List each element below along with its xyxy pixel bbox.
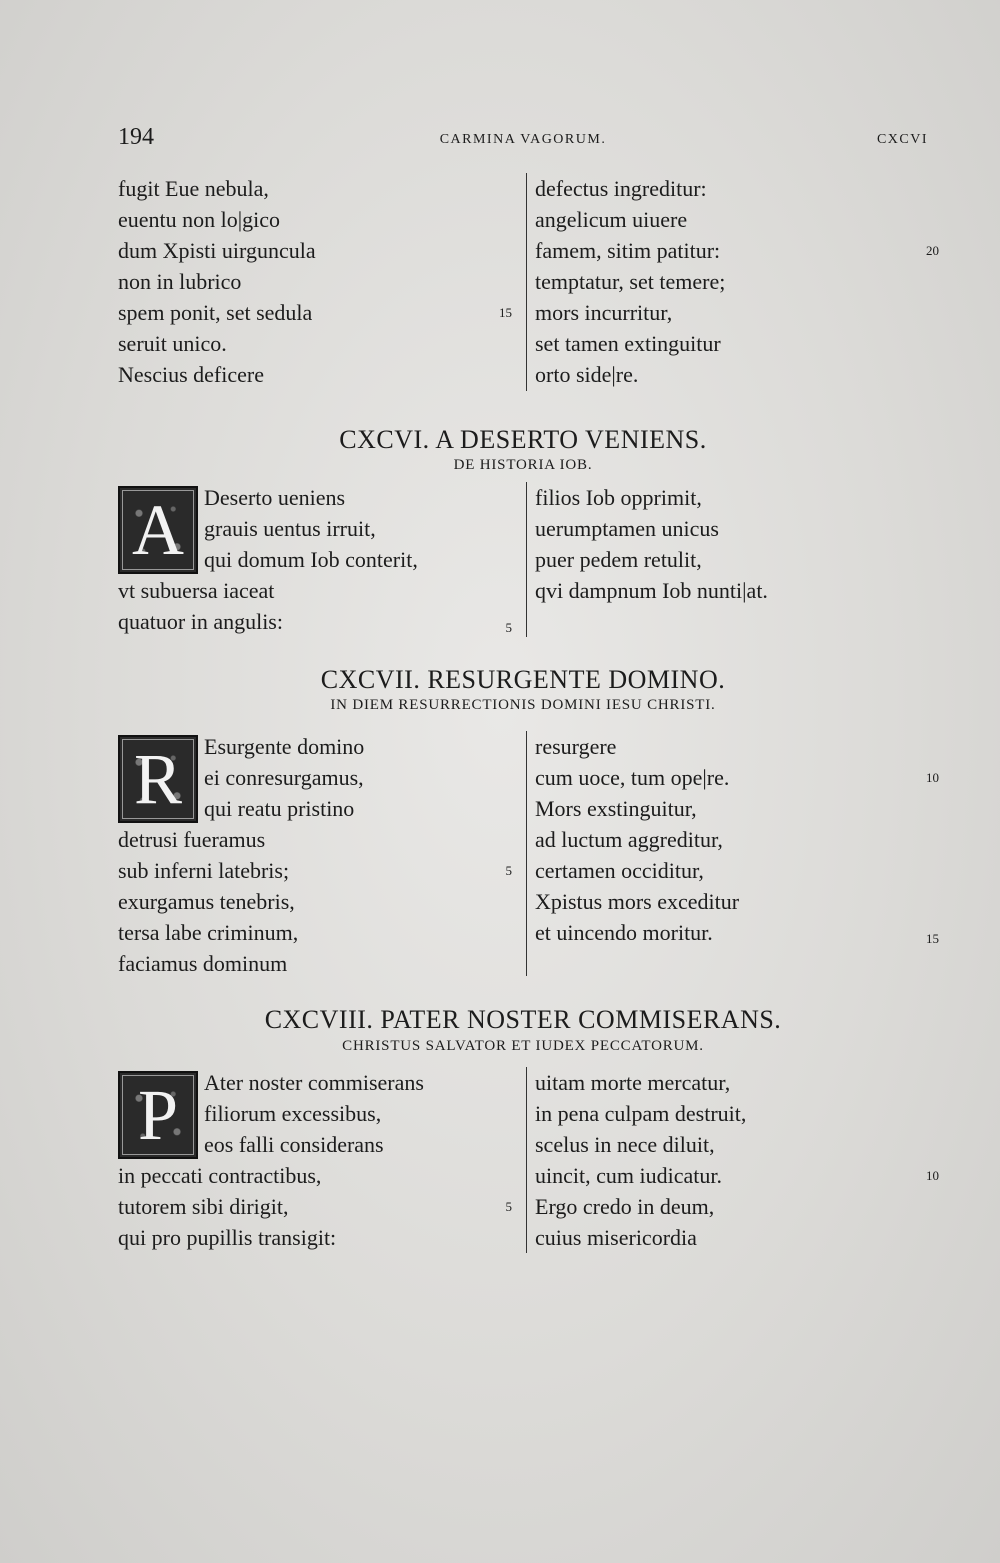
verse-line: filiorum excessibus,	[204, 1101, 382, 1126]
verse-line: fugit Eue nebula,	[118, 176, 269, 201]
initial-letter: P	[122, 1075, 194, 1155]
line-number: 10	[926, 770, 939, 785]
poem-body	[118, 482, 928, 642]
verse-line	[535, 762, 939, 793]
line-number: 15	[499, 305, 512, 320]
verse-line: set tamen extinguitur	[535, 331, 721, 356]
verse-line: faciamus dominum	[118, 951, 288, 976]
verse-text: uincit, cum iudicatur.	[535, 1163, 722, 1188]
verse-line: uitam morte mercatur,	[535, 1070, 731, 1095]
verse-line: in pena culpam destruit,	[535, 1101, 747, 1126]
verse-line: euentu non lo|gico	[118, 207, 281, 232]
poem-subtitle: DE HISTORIA IOB.	[453, 457, 593, 473]
verse-line: qui pro pupillis transigit:	[118, 1225, 337, 1250]
right-column	[526, 482, 935, 637]
verse-line: puer pedem retulit,	[535, 547, 702, 572]
initial-letter: R	[122, 739, 194, 819]
verse-line	[118, 855, 518, 886]
verse-line: angelicum uiuere	[535, 207, 688, 232]
verse-line: defectus ingreditur:	[535, 176, 707, 201]
poem-continuation	[118, 173, 939, 395]
verse-line	[118, 1191, 518, 1222]
verse-line: Esurgente domino	[204, 734, 365, 759]
verse-line	[535, 917, 939, 948]
verse-line: Mors exstinguitur,	[535, 796, 697, 821]
verse-line	[118, 297, 518, 328]
page-number: 194	[118, 124, 154, 150]
poem-subtitle: CHRISTUS SALVATOR ET IUDEX PECCATORUM.	[342, 1038, 704, 1054]
verse-text: cum uoce, tum ope|re.	[535, 765, 730, 790]
line-number: 15	[926, 931, 939, 946]
verse-line: dum Xpisti uirguncula	[118, 238, 316, 263]
page-header	[118, 124, 928, 158]
verse-line	[535, 235, 939, 266]
verse-line: Ater noster commiserans	[204, 1070, 424, 1095]
verse-line: temptatur, set temere;	[535, 269, 726, 294]
verse-line: Deserto ueniens	[204, 485, 346, 510]
verse-line: non in lubrico	[118, 269, 242, 294]
verse-line: exurgamus tenebris,	[118, 889, 295, 914]
verse-line: qui domum Iob conterit,	[204, 547, 418, 572]
line-number: 5	[505, 1199, 512, 1214]
verse-line	[118, 606, 518, 637]
verse-line: seruit unico.	[118, 331, 227, 356]
verse-line: in peccati contractibus,	[118, 1163, 322, 1188]
verse-text: et uincendo moritur.	[535, 920, 713, 945]
poem-title: CXCVII. RESURGENTE DOMINO.	[320, 665, 726, 694]
verse-line: uerumptamen unicus	[535, 516, 719, 541]
poem-title: CXCVIII. PATER NOSTER COMMISERANS.	[264, 1005, 782, 1034]
verse-line: vt subuersa iaceat	[118, 578, 275, 603]
verse-text: spem ponit, set sedula	[118, 300, 313, 325]
line-number: 5	[505, 863, 512, 878]
left-column	[118, 1067, 518, 1253]
verse-line: qui reatu pristino	[204, 796, 355, 821]
verse-line: Ergo credo in deum,	[535, 1194, 715, 1219]
right-column	[526, 173, 939, 391]
verse-text: sub inferni latebris;	[118, 858, 290, 883]
poem-subtitle: IN DIEM RESURRECTIONIS DOMINI IESU CHRISTI.	[330, 697, 716, 713]
right-column	[526, 731, 939, 976]
verse-line: orto side|re.	[535, 362, 639, 387]
verse-line: filios Iob opprimit,	[535, 485, 702, 510]
verse-line: ei conresurgamus,	[204, 765, 364, 790]
right-column	[526, 1067, 939, 1253]
left-column	[118, 482, 518, 637]
verse-text: quatuor in angulis:	[118, 609, 283, 634]
verse-line: Xpistus mors exceditur	[535, 889, 740, 914]
verse-line: scelus in nece diluit,	[535, 1132, 715, 1157]
poem-body	[118, 1067, 939, 1257]
line-number: 5	[505, 620, 512, 635]
poem-body	[118, 731, 939, 981]
verse-line: mors incurritur,	[535, 300, 673, 325]
verse-line: certamen occiditur,	[535, 858, 704, 883]
poem-title: CXCVI. A DESERTO VENIENS.	[339, 425, 707, 454]
running-title: CARMINA VAGORUM.	[439, 132, 607, 147]
line-number: 20	[926, 243, 939, 258]
verse-line: resurgere	[535, 734, 617, 759]
verse-line	[535, 1160, 939, 1191]
verse-line: Nescius deficere	[118, 362, 264, 387]
verse-text: tutorem sibi dirigit,	[118, 1194, 289, 1219]
verse-line: grauis uentus irruit,	[204, 516, 376, 541]
verse-line: ad luctum aggreditur,	[535, 827, 723, 852]
running-section-number: CXCVI	[876, 132, 928, 147]
verse-line: detrusi fueramus	[118, 827, 266, 852]
initial-letter: A	[122, 490, 194, 570]
verse-text: famem, sitim patitur:	[535, 238, 721, 263]
verse-line: qvi dampnum Iob nunti|at.	[535, 578, 768, 603]
verse-line: tersa labe criminum,	[118, 920, 299, 945]
left-column	[118, 173, 518, 390]
verse-line: eos falli considerans	[204, 1132, 384, 1157]
line-number: 10	[926, 1168, 939, 1183]
left-column	[118, 731, 518, 979]
verse-line: cuius misericordia	[535, 1225, 697, 1250]
